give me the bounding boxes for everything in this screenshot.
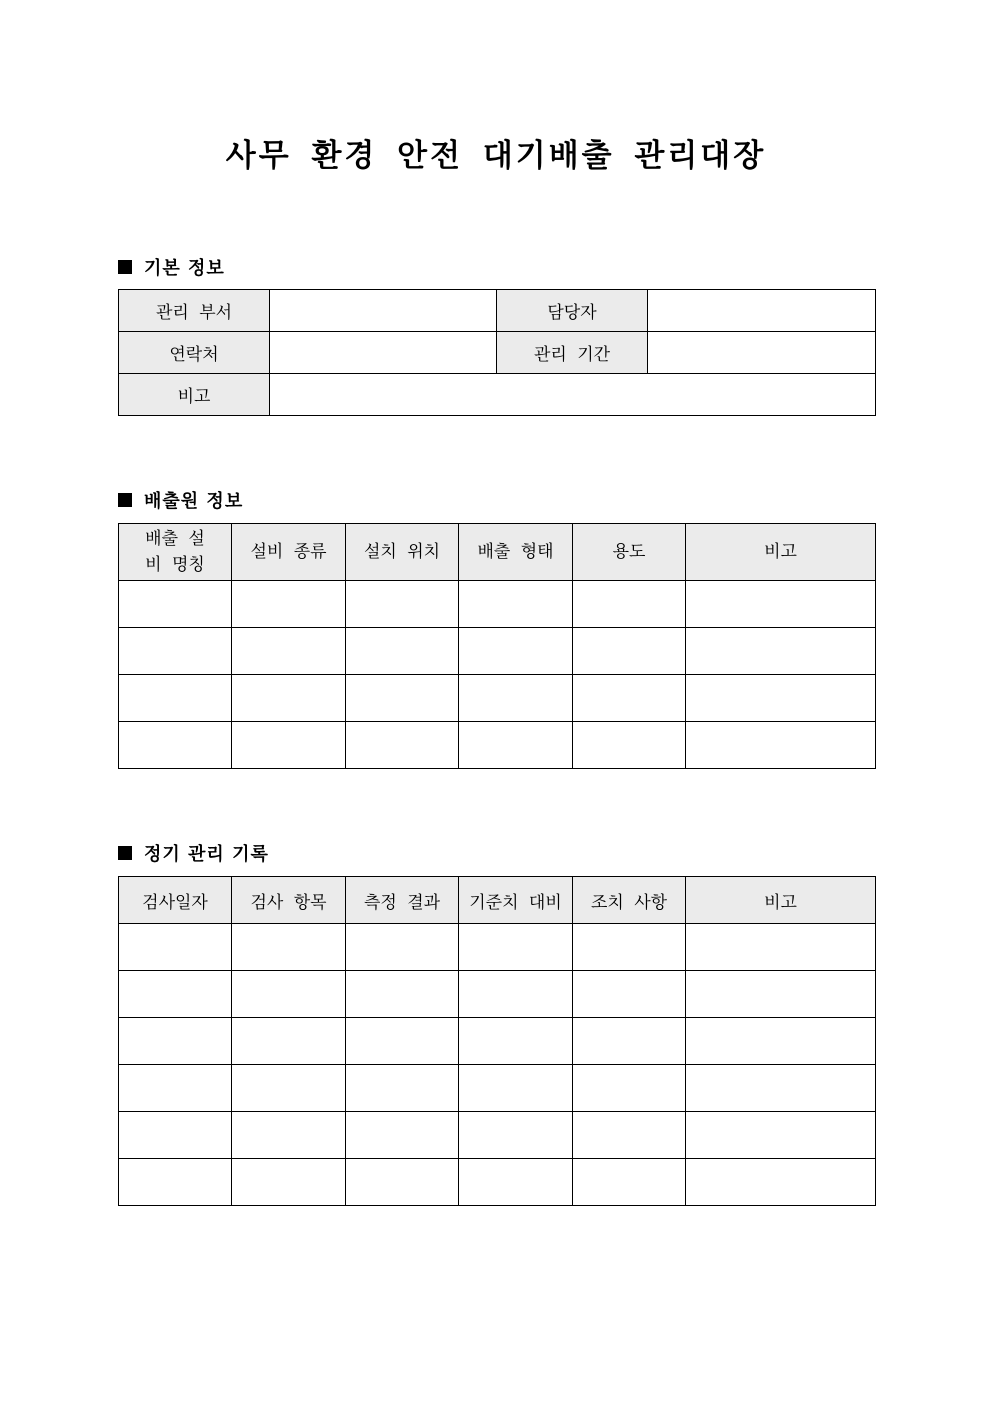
table-row	[119, 581, 876, 628]
table-row	[119, 1018, 876, 1065]
table-row	[119, 290, 876, 332]
column-header: 설비 종류	[232, 524, 346, 581]
management-record-table	[118, 876, 876, 1206]
section-heading-basic	[118, 254, 225, 280]
table-cell[interactable]	[686, 1018, 876, 1065]
contact-field[interactable]	[270, 332, 497, 374]
table-cell[interactable]	[119, 1112, 232, 1159]
table-cell[interactable]	[232, 1112, 346, 1159]
section-heading-text: 배출원 정보	[144, 491, 244, 512]
column-header: 비고	[686, 877, 876, 924]
table-cell[interactable]	[459, 971, 573, 1018]
table-cell[interactable]	[119, 1018, 232, 1065]
table-cell[interactable]	[119, 971, 232, 1018]
table-header-row	[119, 877, 876, 924]
table-cell[interactable]	[119, 924, 232, 971]
table-cell[interactable]	[232, 1065, 346, 1112]
table-cell[interactable]	[346, 1112, 459, 1159]
table-cell[interactable]	[119, 1159, 232, 1206]
table-cell[interactable]	[346, 924, 459, 971]
table-cell[interactable]	[686, 1065, 876, 1112]
column-header: 배출 설비 명칭	[119, 524, 232, 581]
table-cell[interactable]	[573, 1018, 686, 1065]
column-header: 기준치 대비	[459, 877, 573, 924]
table-cell[interactable]	[686, 628, 876, 675]
table-cell[interactable]	[573, 1065, 686, 1112]
section-heading-record	[118, 840, 269, 866]
table-cell[interactable]	[232, 722, 346, 769]
table-cell[interactable]	[119, 581, 232, 628]
square-bullet-icon	[118, 260, 132, 274]
table-row	[119, 1159, 876, 1206]
column-header: 검사 항목	[232, 877, 346, 924]
table-cell[interactable]	[573, 1112, 686, 1159]
table-cell[interactable]	[573, 924, 686, 971]
column-header: 비고	[686, 524, 876, 581]
table-cell[interactable]	[459, 1159, 573, 1206]
table-cell[interactable]	[573, 722, 686, 769]
table-cell[interactable]	[686, 1112, 876, 1159]
table-cell[interactable]	[459, 581, 573, 628]
table-cell[interactable]	[119, 675, 232, 722]
table-cell[interactable]	[459, 1065, 573, 1112]
table-cell[interactable]	[119, 722, 232, 769]
table-row	[119, 971, 876, 1018]
table-row	[119, 675, 876, 722]
table-cell[interactable]	[346, 675, 459, 722]
table-row	[119, 722, 876, 769]
emission-source-table	[118, 523, 876, 769]
table-header-row	[119, 524, 876, 581]
table-cell[interactable]	[119, 628, 232, 675]
table-cell[interactable]	[459, 1018, 573, 1065]
table-cell[interactable]	[573, 628, 686, 675]
table-row	[119, 374, 876, 416]
table-row	[119, 628, 876, 675]
table-cell[interactable]	[346, 971, 459, 1018]
column-header: 측정 결과	[346, 877, 459, 924]
table-cell[interactable]	[459, 628, 573, 675]
dept-field[interactable]	[270, 290, 497, 332]
table-cell[interactable]	[232, 628, 346, 675]
table-cell[interactable]	[459, 924, 573, 971]
table-cell[interactable]	[573, 675, 686, 722]
table-cell[interactable]	[573, 971, 686, 1018]
table-cell[interactable]	[686, 581, 876, 628]
period-field[interactable]	[648, 332, 876, 374]
table-cell[interactable]	[573, 581, 686, 628]
basic-info-table	[118, 289, 876, 416]
dept-label: 관리 부서	[119, 290, 270, 332]
column-header: 설치 위치	[346, 524, 459, 581]
table-cell[interactable]	[346, 1018, 459, 1065]
table-cell[interactable]	[346, 722, 459, 769]
square-bullet-icon	[118, 493, 132, 507]
column-header: 배출 형태	[459, 524, 573, 581]
table-row	[119, 924, 876, 971]
section-heading-emission	[118, 487, 243, 513]
table-cell[interactable]	[232, 924, 346, 971]
section-heading-text: 기본 정보	[144, 258, 225, 279]
square-bullet-icon	[118, 846, 132, 860]
table-cell[interactable]	[459, 1112, 573, 1159]
table-cell[interactable]	[459, 675, 573, 722]
note-field[interactable]	[270, 374, 876, 416]
column-header: 검사일자	[119, 877, 232, 924]
table-cell[interactable]	[119, 1065, 232, 1112]
table-cell[interactable]	[686, 675, 876, 722]
table-cell[interactable]	[346, 1065, 459, 1112]
table-row	[119, 1112, 876, 1159]
table-cell[interactable]	[346, 628, 459, 675]
manager-label: 담당자	[497, 290, 648, 332]
section-heading-text: 정기 관리 기록	[144, 844, 269, 865]
page-title: 사무 환경 안전 대기배출 관리대장	[225, 138, 767, 174]
table-cell[interactable]	[232, 971, 346, 1018]
manager-field[interactable]	[648, 290, 876, 332]
table-cell[interactable]	[573, 1159, 686, 1206]
table-cell[interactable]	[686, 924, 876, 971]
table-cell[interactable]	[686, 722, 876, 769]
table-cell[interactable]	[232, 1018, 346, 1065]
table-cell[interactable]	[686, 1159, 876, 1206]
table-cell[interactable]	[686, 971, 876, 1018]
note-label: 비고	[119, 374, 270, 416]
table-cell[interactable]	[232, 581, 346, 628]
column-header: 용도	[573, 524, 686, 581]
column-header: 조치 사항	[573, 877, 686, 924]
period-label: 관리 기간	[497, 332, 648, 374]
contact-label: 연락처	[119, 332, 270, 374]
table-row	[119, 332, 876, 374]
table-cell[interactable]	[459, 722, 573, 769]
table-cell[interactable]	[232, 675, 346, 722]
table-cell[interactable]	[346, 1159, 459, 1206]
table-cell[interactable]	[232, 1159, 346, 1206]
table-cell[interactable]	[346, 581, 459, 628]
table-row	[119, 1065, 876, 1112]
